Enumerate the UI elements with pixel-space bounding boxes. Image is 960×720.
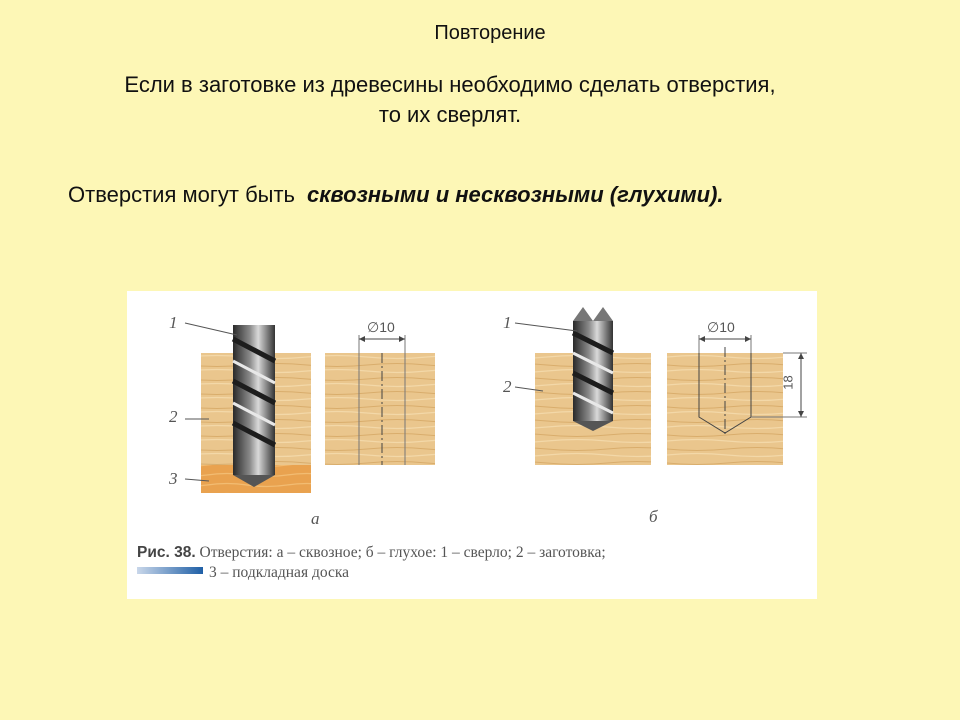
label-depth-b: 18	[780, 375, 796, 390]
caption-line-1	[137, 543, 807, 563]
label-blank-a: 2	[169, 407, 178, 426]
sublabel-b: б	[649, 507, 658, 526]
hole-types-prefix: Отверстия могут быть	[68, 182, 296, 207]
label-drill-a: 1	[169, 313, 178, 332]
blank-a-right	[325, 353, 435, 465]
label-board-a: 3	[169, 469, 178, 488]
caption-number: Рис. 38.	[137, 544, 196, 561]
intro-text	[30, 70, 870, 130]
drill-a	[233, 325, 275, 487]
hole-types-text	[68, 182, 724, 208]
label-drill-b: 1	[503, 313, 512, 332]
label-diameter-a: ∅10	[367, 319, 395, 335]
slide-title: Повторение	[434, 22, 546, 44]
caption-line-2: 3 – подкладная доска	[209, 564, 350, 581]
part-a-through-hole	[185, 323, 435, 493]
leader-drill-a	[185, 323, 237, 335]
caption-text-1: Отверстия: а – сквозное; б – глухое: 1 – сверло; 2 – заготовка;	[199, 544, 606, 561]
figure-caption	[137, 543, 807, 583]
hole-types-emphasis: сквозными и несквозными (глухими).	[307, 182, 724, 207]
label-blank-b: 2	[503, 377, 512, 396]
sublabel-a: а	[311, 509, 320, 528]
drill-b	[573, 307, 613, 431]
leader-drill-b	[515, 323, 577, 331]
intro-line-1: Если в заготовке из древесины необходимо сделать отверстия,	[124, 72, 776, 97]
figure-drilling	[127, 291, 817, 599]
intro-line-2: то их сверлят.	[378, 102, 522, 127]
part-b-blind-hole	[515, 307, 807, 465]
label-diameter-b: ∅10	[707, 319, 735, 335]
